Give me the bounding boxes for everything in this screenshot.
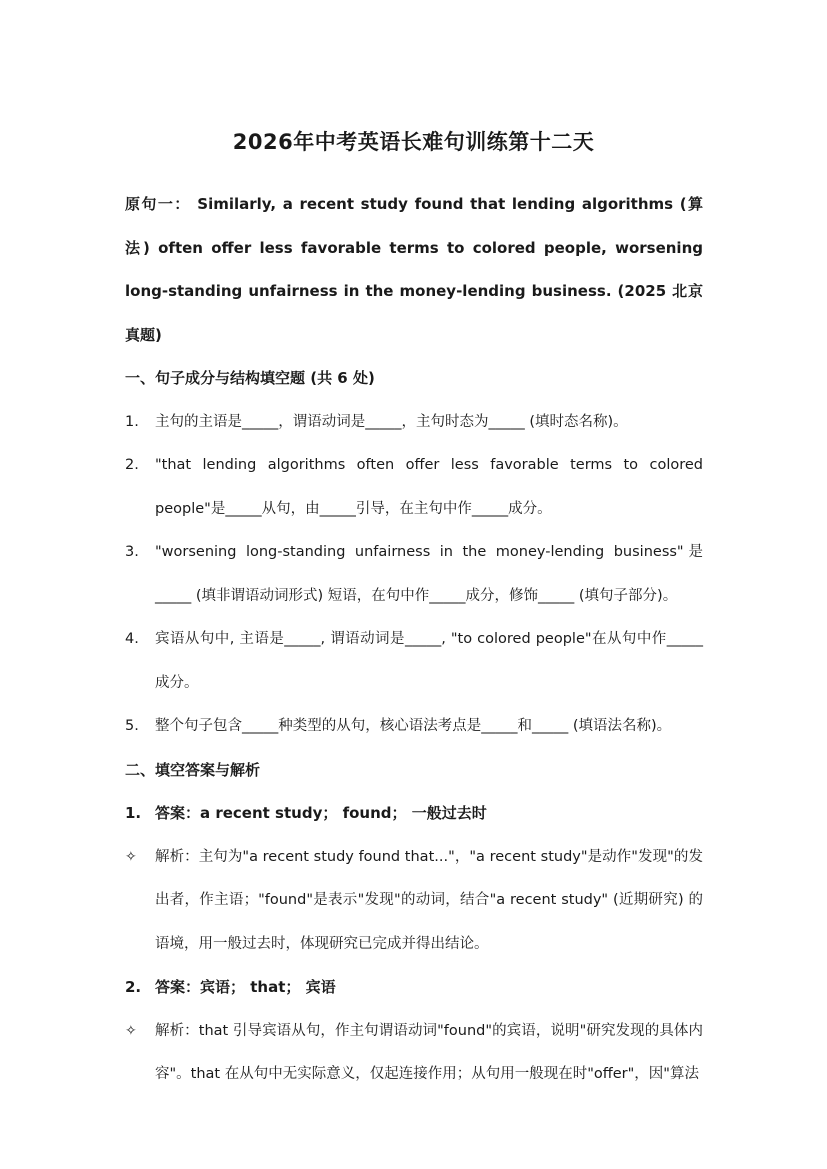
- answer-number: 1.: [125, 804, 142, 822]
- answer-text: 答案：a recent study； found； 一般过去时: [155, 804, 487, 822]
- question-item: [125, 444, 703, 531]
- sparkle-bullet-icon: ✧: [125, 848, 137, 865]
- original-sentence: 原句一： Similarly, a recent study found that lending algorithms (算法) often offer less favorable terms to colored people, worsening long-standing unfairness in the money-lending business. (2025 北京真题): [125, 195, 703, 344]
- question-number: 1.: [125, 413, 139, 430]
- question-number: 4.: [125, 631, 139, 647]
- answer-number: 2.: [125, 978, 142, 996]
- question-text: "that lending algorithms often offer less favorable terms to colored people"是_____从句，由_____引导，在主句中作_____成分。: [155, 457, 703, 517]
- question-text: "worsening long-standing unfairness in the money-lending business"是_____ (填非谓语动词形式) 短语，在句中作_____成分，修饰_____ (填句子部分)。: [155, 544, 703, 604]
- question-number: 3.: [125, 544, 139, 560]
- question-item: [125, 401, 703, 445]
- section-2-heading: 二、填空答案与解析: [125, 760, 261, 779]
- explanation-text: 解析：主句为"a recent study found that..."，"a recent study"是动作"发现"的发出者，作主语；"found"是表示"发现"的动词，结合"a recent study" (近期研究) 的语境，用一般过去时，体现研究已完成并得出结论。: [155, 848, 703, 952]
- question-item: [125, 705, 703, 749]
- sparkle-bullet-icon: ✧: [125, 1022, 137, 1039]
- section-1-heading: 一、句子成分与结构填空题 (共 6 处): [125, 369, 375, 387]
- question-text: 主句的主语是_____，谓语动词是_____，主句时态为_____ (填时态名称)。: [155, 413, 628, 430]
- question-text: 宾语从句中, 主语是_____, 谓语动词是_____, "to colored people"在从句中作_____成分。: [155, 631, 703, 691]
- question-item: [125, 618, 703, 705]
- explanation-text: 解析：that 引导宾语从句，作主句谓语动词"found"的宾语，说明"研究发现的具体内容"。that 在从句中无实际意义，仅起连接作用；从句用一般现在时"offer"，因"算法: [155, 1022, 703, 1082]
- explanation-item: [125, 1010, 703, 1097]
- page-title: 2026年中考英语长难句训练第十二天: [232, 130, 595, 154]
- question-text: 整个句子包含_____种类型的从句，核心语法考点是_____和_____ (填语法名称)。: [155, 718, 672, 734]
- question-item: [125, 531, 703, 618]
- question-number: 2.: [125, 457, 139, 473]
- document-body: [125, 183, 703, 1097]
- answer-text: 答案：宾语； that； 宾语: [155, 978, 336, 996]
- question-number: 5.: [125, 718, 139, 734]
- explanation-item: [125, 836, 703, 967]
- answer-item: [125, 966, 703, 1010]
- answer-item: [125, 792, 703, 836]
